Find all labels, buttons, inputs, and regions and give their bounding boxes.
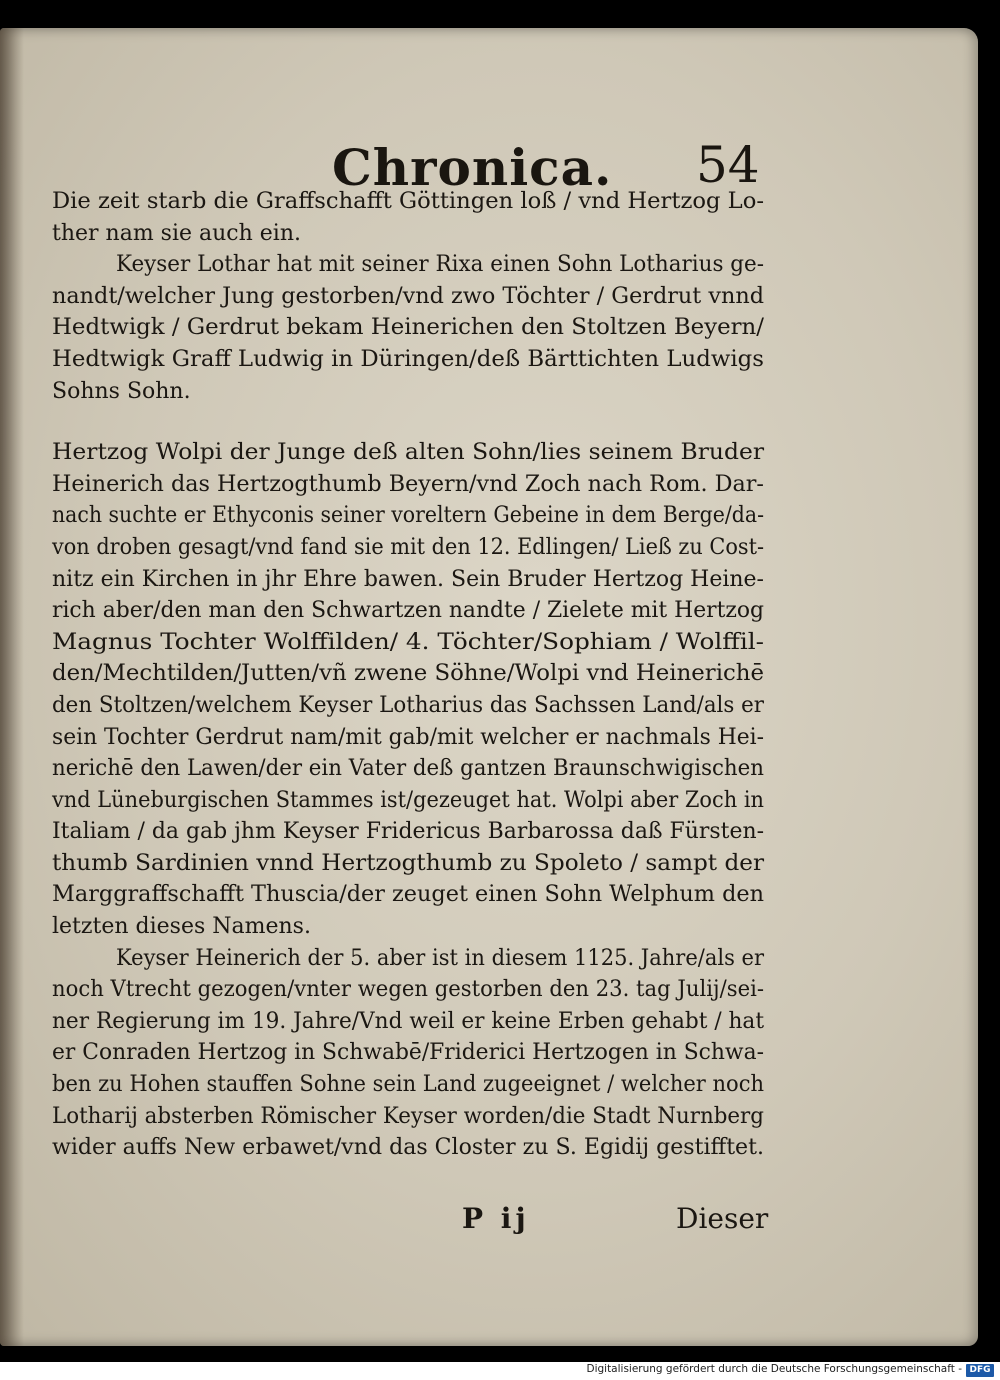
text-line: Hedtwigk / Gerdrut bekam Heinerichen den Stoltzen Beyern/	[52, 315, 764, 341]
text-line: sein Tochter Gerdrut nam/mit gab/mit welcher er nachmals Hei-	[52, 724, 765, 750]
text-line: Magnus Tochter Wolffilden/ 4. Töchter/Sophiam / Wolffil-	[52, 629, 764, 655]
text-line: ner Regierung im 19. Jahre/Vnd weil er keine Erben gehabt / hat	[52, 1008, 765, 1034]
text-line: Marggraffschafft Thuscia/der zeuget einen Sohn Welphum den	[52, 882, 765, 908]
book-page	[0, 28, 978, 1346]
text-line: ther nam sie auch ein.	[52, 220, 302, 246]
text-line: Lotharij absterben Römischer Keyser worden/die Stadt Nurnberg	[52, 1103, 764, 1129]
catchword: Dieser	[676, 1202, 769, 1235]
text-line: rich aber/den man den Schwartzen nandte / Zielete mit Hertzog	[52, 598, 765, 624]
running-title: Chronica.	[332, 138, 613, 197]
body-text	[52, 186, 764, 1164]
text-line: wider auffs New erbawet/vnd das Closter zu S. Egidij gestifftet.	[52, 1135, 764, 1161]
credit-text: Digitalisierung gefördert durch die Deutsche Forschungsgemeinschaft -	[586, 1363, 962, 1375]
text-line: Italiam / da gab jhm Keyser Fridericus Barbarossa daß Fürsten-	[52, 819, 765, 845]
text-line: Die zeit starb die Graffschafft Göttingen loß / vnd Hertzog Lo-	[52, 189, 764, 214]
text-line: Hertzog Wolpi der Junge deß alten Sohn/lies seinem Bruder	[52, 440, 765, 466]
text-line: er Conraden Hertzog in Schwabē/Friderici Hertzogen in Schwa-	[52, 1040, 764, 1066]
text-line: den/Mechtilden/Jutten/vñ zwene Söhne/Wolpi vnd Heinerichē	[52, 661, 764, 687]
text-line: thumb Sardinien vnnd Hertzogthumb zu Spoleto / sampt der	[52, 850, 765, 876]
text-line: Heinerich das Hertzogthumb Beyern/vnd Zoch nach Rom. Dar-	[52, 471, 764, 497]
paragraph-gap	[52, 407, 764, 437]
text-line: Hedtwigk Graff Ludwig in Düringen/deß Bärttichten Ludwigs	[52, 346, 764, 372]
text-line: Keyser Lothar hat mit seiner Rixa einen Sohn Lotharius ge-	[116, 252, 764, 278]
page-number: 54	[696, 136, 760, 194]
text-line: vnd Lüneburgischen Stammes ist/gezeuget hat. Wolpi aber Zoch in	[52, 787, 764, 813]
text-line: letzten dieses Namens.	[52, 914, 311, 940]
text-line: Sohns Sohn.	[52, 378, 191, 404]
text-line: nitz ein Kirchen in jhr Ehre bawen. Sein Bruder Hertzog Heine-	[52, 566, 764, 592]
text-line: den Stoltzen/welchem Keyser Lotharius das Sachssen Land/als er	[52, 692, 765, 718]
signature-mark: P ij	[462, 1202, 530, 1235]
text-line: nerichē den Lawen/der ein Vater deß gantzen Braunschwigischen	[52, 756, 764, 782]
text-line: nandt/welcher Jung gestorben/vnd zwo Töchter / Gerdrut vnnd	[52, 283, 765, 309]
text-line: Keyser Heinerich der 5. aber ist in diesem 1125. Jahre/als er	[116, 945, 765, 971]
text-line: ben zu Hohen stauffen Sohne sein Land zugeeignet / welcher noch	[52, 1072, 765, 1098]
page-footer	[0, 1202, 978, 1242]
credit-bar	[0, 1362, 1000, 1380]
dfg-logo: DFG	[966, 1364, 994, 1377]
text-line: von droben gesagt/vnd fand sie mit den 12. Edlingen/ Ließ zu Cost-	[52, 534, 765, 560]
text-line: noch Vtrecht gezogen/vnter wegen gestorben den 23. tag Julij/sei-	[52, 977, 764, 1003]
text-line: nach suchte er Ethyconis seiner voreltern Gebeine in dem Berge/da-	[52, 503, 764, 529]
